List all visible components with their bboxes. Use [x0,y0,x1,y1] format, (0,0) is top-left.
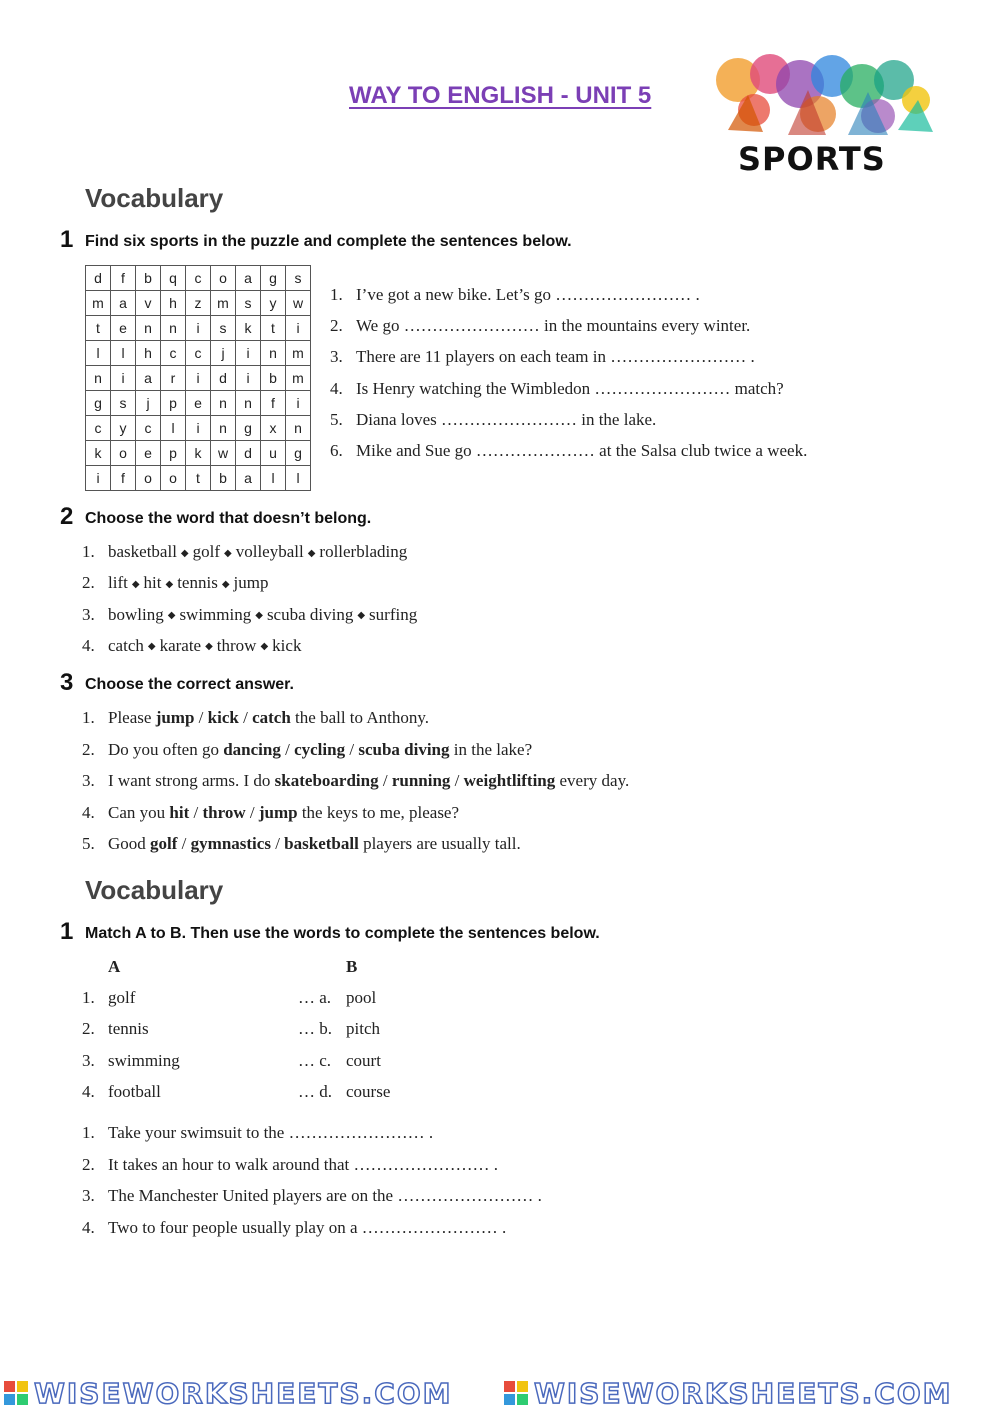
correct-answer-item [82,834,521,854]
match-exercise-instruction: Match A to B. Then use the words to complete the sentences below. [85,925,600,942]
answer-option: running [391,771,451,790]
option-slash: / [280,739,295,759]
grid-cell: g [261,266,286,291]
page-title: WAY TO ENGLISH - UNIT 5 [349,82,652,109]
grid-cell: n [211,416,236,441]
item-number: 1. [82,1123,95,1142]
odd-one-out-item [82,573,268,593]
odd-one-out-item [82,605,417,625]
grid-cell: n [286,416,311,441]
item-number: 1. [82,542,95,561]
word-option: surfing [369,604,418,624]
diamond-separator: ◆ [167,610,176,622]
answer-option: basketball [284,834,359,853]
grid-cell: i [86,466,111,491]
grid-cell: d [211,366,236,391]
grid-cell: c [86,416,111,441]
word-search-grid [85,265,311,491]
match-b-letter: … c. [298,1050,332,1070]
diamond-separator: ◆ [224,547,232,559]
grid-cell: a [236,266,261,291]
match-a-item [82,1051,180,1071]
word-option: lift [108,573,128,593]
grid-cell: s [286,266,311,291]
grid-cell: d [86,266,111,291]
option-slash: / [245,802,259,822]
sentence-text: Is Henry watching the Wimbledon …………………… match? [356,378,784,398]
sports-logo [708,40,938,180]
diamond-separator: ◆ [307,547,316,559]
item-number: 3. [82,604,95,624]
option-slash: / [450,771,464,790]
grid-row [86,341,311,366]
grid-row [86,366,311,391]
sentence-text: We go …………………… in the mountains every winter. [356,316,751,336]
grid-cell: i [236,341,261,366]
diamond-separator: ◆ [165,578,174,590]
grid-cell: l [286,466,311,491]
sentence-line [330,347,755,367]
column-b-header: B [346,957,358,976]
grid-cell: p [161,391,186,416]
grid-cell: i [111,366,136,391]
match-a-item [82,1019,149,1039]
sentence-start: I want strong arms. I do [108,771,275,790]
sentence-line [82,1155,498,1175]
footer-text-left: WISEWORKSHEETS.COM [34,1377,453,1410]
match-b-letter: … a. [298,988,332,1007]
grid-cell: j [136,391,161,416]
grid-row [86,266,311,291]
word-option: kick [272,635,302,655]
grid-cell: j [211,341,236,366]
grid-cell: e [111,316,136,341]
grid-cell: u [261,441,286,466]
match-a-item [82,988,135,1008]
grid-cell: l [111,341,136,366]
grid-cell: i [286,391,311,416]
grid-cell: a [111,291,136,316]
grid-cell: h [161,291,186,316]
grid-row [86,316,311,341]
sentence-line [330,285,700,305]
sentence-line [330,410,656,430]
grid-cell: n [86,366,111,391]
correct-answer-item [82,803,459,823]
sentence-end: in the lake? [449,739,533,759]
item-number: 3. [82,771,95,790]
word-option: throw [216,635,257,655]
item-number: 3. [82,1186,95,1205]
grid-cell: a [136,366,161,391]
grid-cell: l [261,466,286,491]
grid-row [86,391,311,416]
word-option: swimming [179,604,252,624]
grid-cell: z [186,291,211,316]
sentence-line [330,379,784,399]
grid-cell: g [286,441,311,466]
grid-cell: l [161,416,186,441]
grid-cell: i [186,316,211,341]
grid-cell: q [161,266,186,291]
answer-option: gymnastics [190,834,271,853]
grid-row [86,466,311,491]
grid-cell: s [211,316,236,341]
item-number: 5. [82,834,95,853]
answer-option: cycling [294,739,346,759]
item-number: 4. [330,378,343,398]
item-number: 5. [330,409,343,429]
grid-row [86,416,311,441]
grid-cell: o [161,466,186,491]
option-slash: / [194,708,208,727]
sentence-text: Diana loves …………………… in the lake. [356,409,657,429]
grid-cell: o [211,266,236,291]
grid-cell: s [111,391,136,416]
grid-cell: k [236,316,261,341]
grid-cell: g [236,416,261,441]
word-option: bowling [108,604,164,624]
grid-cell: y [261,291,286,316]
grid-row [86,441,311,466]
diamond-separator: ◆ [131,578,140,590]
item-number: 1. [82,708,95,727]
answer-option: weightlifting [463,771,556,790]
grid-cell: y [111,416,136,441]
diamond-separator: ◆ [180,547,189,559]
answer-option: jump [258,802,298,822]
answer-option: jump [155,708,195,727]
diamond-separator: ◆ [147,641,156,653]
grid-cell: c [161,341,186,366]
grid-cell: v [136,291,161,316]
diamond-separator: ◆ [205,641,213,653]
item-number: 4. [82,635,95,655]
grid-cell: g [86,391,111,416]
match-a-word: tennis [108,1019,149,1039]
sentence-end: the keys to me, please? [297,802,460,822]
grid-cell: i [186,416,211,441]
item-number: 3. [82,1050,95,1070]
answer-option: throw [202,802,246,822]
grid-cell: c [186,266,211,291]
grid-cell: n [236,391,261,416]
word-option: tennis [177,573,218,593]
grid-cell: b [211,466,236,491]
item-number: 4. [82,1081,95,1101]
grid-cell: i [286,316,311,341]
item-number: 2. [82,1019,95,1039]
grid-cell: k [86,441,111,466]
match-b-letter: … d. [298,1081,332,1101]
word-option: rollerblading [319,542,408,561]
item-number: 2. [330,316,343,336]
grid-cell: c [186,341,211,366]
sentence-line [82,1123,433,1143]
grid-cell: e [186,391,211,416]
grid-cell: t [86,316,111,341]
item-number: 4. [82,1217,95,1237]
grid-cell: b [261,366,286,391]
item-number: 6. [330,441,343,460]
sentence-start: Can you [108,802,170,822]
odd-one-out-item [82,636,301,656]
sentence-start: Good [108,834,151,853]
answer-option: dancing [223,739,281,759]
grid-cell: f [261,391,286,416]
word-option: volleyball [235,542,304,561]
item-number: 2. [82,1154,95,1174]
word-option: jump [233,573,269,593]
option-slash: / [177,834,191,853]
sentence-line [82,1218,506,1238]
odd-one-out-item [82,542,407,562]
option-slash: / [345,739,359,759]
match-b-letter: … b. [298,1019,332,1039]
match-a-word: football [108,1081,161,1101]
grid-cell: n [136,316,161,341]
answer-option: kick [207,708,239,727]
footer-banner [0,1375,1000,1413]
grid-cell: m [211,291,236,316]
exercise-1-number: 1 [60,226,74,253]
answer-option: skateboarding [274,771,379,790]
word-option: basketball [108,542,177,561]
correct-answer-item [82,740,532,760]
match-b-word: course [346,1081,391,1101]
answer-option: golf [150,834,178,853]
sentence-text: The Manchester United players are on the …………………… . [108,1186,542,1205]
sentence-line [330,316,750,336]
grid-cell: m [286,366,311,391]
word-option: hit [143,573,162,593]
grid-cell: w [286,291,311,316]
grid-cell: b [136,266,161,291]
match-a-word: golf [108,988,136,1007]
item-number: 3. [330,347,343,367]
grid-cell: i [236,366,261,391]
grid-cell: m [286,341,311,366]
grid-cell: e [136,441,161,466]
grid-cell: f [111,466,136,491]
match-b-word: court [346,1050,381,1070]
grid-cell: a [236,466,261,491]
correct-answer-item [82,708,429,728]
diamond-separator: ◆ [357,610,366,622]
item-number: 2. [82,739,95,759]
option-slash: / [270,834,285,853]
grid-cell: d [236,441,261,466]
grid-cell: l [86,341,111,366]
grid-cell: t [186,466,211,491]
answer-option: hit [169,802,190,822]
item-number: 2. [82,573,95,593]
section-heading-vocabulary-2: Vocabulary [85,875,224,905]
word-option: karate [159,635,202,655]
sentence-text: It takes an hour to walk around that …………………… . [108,1154,498,1174]
exercise-3-instruction: Choose the correct answer. [85,676,294,693]
answer-option: scuba diving [358,739,450,759]
option-slash: / [189,802,203,822]
footer-text-right: WISEWORKSHEETS.COM [534,1377,953,1410]
sentence-end: players are usually tall. [358,834,521,853]
column-a-header: A [108,957,121,976]
sentence-end: every day. [555,771,630,790]
sentence-line [82,1186,542,1206]
grid-cell: x [261,416,286,441]
grid-cell: c [136,416,161,441]
sentence-text: Mike and Sue go ………………… at the Salsa club twice a week. [356,441,808,460]
answer-option: catch [252,708,291,727]
exercise-2-number: 2 [60,503,74,530]
option-slash: / [238,708,253,727]
grid-cell: o [111,441,136,466]
grid-cell: m [86,291,111,316]
match-a-item [82,1082,161,1102]
match-b-word: pitch [346,1019,380,1039]
diamond-separator: ◆ [221,578,230,590]
option-slash: / [378,771,392,790]
grid-cell: i [186,366,211,391]
grid-cell: t [261,316,286,341]
sentence-text: I’ve got a new bike. Let’s go …………………… . [356,285,700,304]
correct-answer-item [82,771,629,791]
sports-logo-text: SPORTS [738,140,886,178]
exercise-1-instruction: Find six sports in the puzzle and complete the sentences below. [85,233,572,250]
section-heading-vocabulary-1: Vocabulary [85,183,224,213]
word-option: scuba diving [266,604,354,624]
item-number: 1. [82,988,95,1007]
grid-cell: h [136,341,161,366]
grid-cell: n [261,341,286,366]
exercise-3-number: 3 [60,669,74,696]
exercise-2-instruction: Choose the word that doesn’t belong. [85,510,372,527]
sentence-text: There are 11 players on each team in …………………… . [356,347,755,367]
diamond-separator: ◆ [260,641,269,653]
grid-cell: p [161,441,186,466]
item-number: 4. [82,802,95,822]
sentence-text: Take your swimsuit to the …………………… . [108,1123,434,1142]
grid-row [86,291,311,316]
grid-cell: o [136,466,161,491]
sentence-line [330,441,807,461]
grid-cell: f [111,266,136,291]
word-option: catch [108,635,144,655]
diamond-separator: ◆ [255,610,263,622]
sentence-start: Please [108,708,156,727]
item-number: 1. [330,285,343,304]
grid-cell: w [211,441,236,466]
grid-cell: s [236,291,261,316]
sentence-start: Do you often go [108,739,224,759]
match-exercise-number: 1 [60,918,74,945]
match-b-word: pool [346,988,377,1007]
match-a-word: swimming [108,1050,180,1070]
grid-cell: r [161,366,186,391]
word-option: golf [192,542,221,561]
grid-cell: n [161,316,186,341]
grid-cell: n [211,391,236,416]
sentence-text: Two to four people usually play on a …………………… . [108,1217,507,1237]
grid-cell: k [186,441,211,466]
sentence-end: the ball to Anthony. [290,708,429,727]
